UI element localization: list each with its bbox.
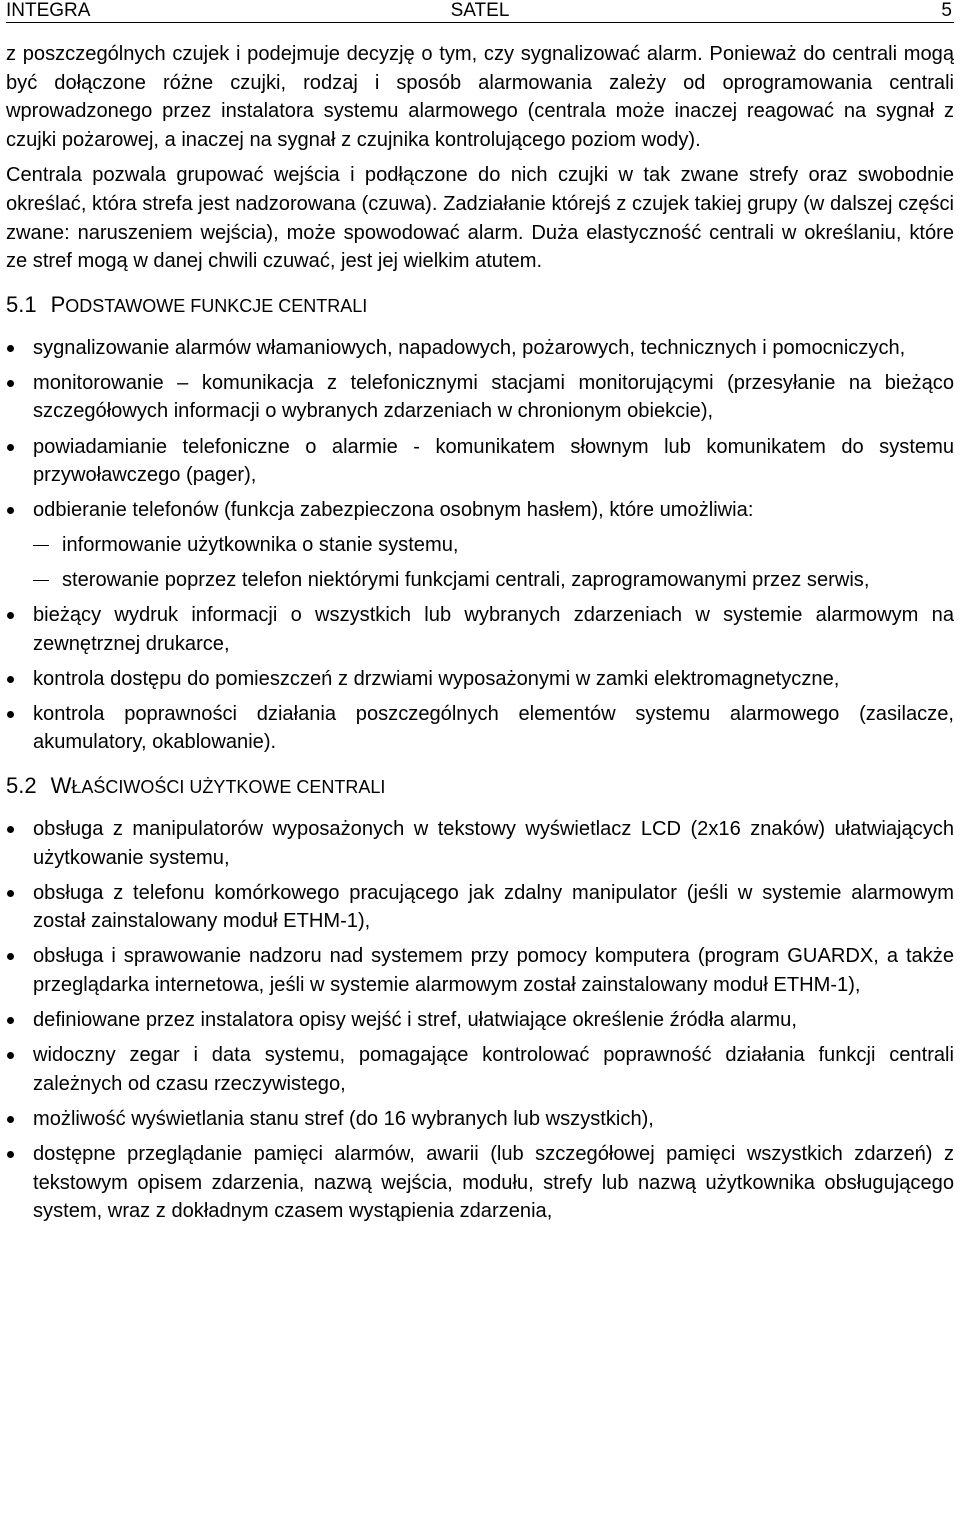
bullet-icon: [7, 1116, 14, 1123]
list-item: monitorowanie – komunikacja z telefonicznymi stacjami monitorującymi (przesyłanie na bieżąco szczegółowych informacji o wybranych zdarzeniach w chronionym obiekcie),: [6, 369, 954, 426]
bullet-icon: [7, 1151, 14, 1158]
sub-list-item: sterowanie poprzez telefon niektórymi funkcjami centrali, zaprogramowanymi przez serwis,: [33, 566, 954, 595]
bullet-icon: [7, 612, 14, 619]
list-item: kontrola dostępu do pomieszczeń z drzwiami wyposażonymi w zamki elektromagnetyczne,: [6, 665, 954, 694]
list-item: obsługa z manipulatorów wyposażonych w tekstowy wyświetlacz LCD (2x16 znaków) ułatwiających użytkowanie systemu,: [6, 815, 954, 872]
list-item: widoczny zegar i data systemu, pomagające kontrolować poprawność działania funkcji centrali zależnych od czasu rzeczywistego,: [6, 1041, 954, 1098]
list-item: definiowane przez instalatora opisy wejść i stref, ułatwiające określenie źródła alarmu,: [6, 1006, 954, 1035]
list-item: obsługa i sprawowanie nadzoru nad systemem przy pomocy komputera (program GUARDX, a także przeglądarka internetowa, jeśli w systemie alarmowym został zainstalowany moduł ETHM-1),: [6, 942, 954, 999]
bullet-icon: [7, 1052, 14, 1059]
header-product: INTEGRA: [6, 0, 91, 21]
bullet-icon: [7, 890, 14, 897]
list-item: odbieranie telefonów (funkcja zabezpieczona osobnym hasłem), które umożliwia: informowanie użytkownika o stanie systemu, sterowanie poprzez telefon niektórymi funkcjami centrali, zaprogramowanymi przez serwis,: [6, 496, 954, 594]
list-item: dostępne przeglądanie pamięci alarmów, awarii (lub szczegółowej pamięci wszystkich zdarzeń) z tekstowym opisem zdarzenia, nazwą wejścia, modułu, strefy lub nazwą użytkownika obsługującego system, wraz z dokładnym czasem wystąpienia zdarzenia,: [6, 1140, 954, 1226]
list-item: sygnalizowanie alarmów włamaniowych, napadowych, pożarowych, technicznych i pomocniczych,: [6, 334, 954, 363]
bullet-icon: [7, 711, 14, 718]
list-item: bieżący wydruk informacji o wszystkich lub wybranych zdarzeniach w systemie alarmowym na zewnętrznej drukarce,: [6, 601, 954, 658]
section-number: 5.1: [6, 291, 37, 317]
bullet-list: [6, 815, 954, 1226]
dash-icon: [33, 545, 49, 546]
bullet-icon: [7, 380, 14, 387]
section-heading: [6, 290, 954, 321]
paragraph: Centrala pozwala grupować wejścia i podłączone do nich czujki w tak zwane strefy oraz swobodnie określać, która strefa jest nadzorowana (czuwa). Zadziałanie którejś z czujek takiej grupy (w dalszej części zwane: naruszeniem wejścia), może spowodować alarm. Duża elastyczność centrali w określaniu, które ze stref mogą w danej chwili czuwać, jest jej wielkim atutem.: [6, 164, 954, 273]
bullet-icon: [7, 953, 14, 960]
section-title: WŁAŚCIWOŚCI UŻYTKOWE CENTRALI: [50, 772, 386, 798]
page-body: [6, 40, 954, 1232]
sub-list: [33, 531, 954, 595]
page-header: [6, 0, 954, 23]
list-item: możliwość wyświetlania stanu stref (do 16 wybranych lub wszystkich),: [6, 1105, 954, 1134]
bullet-icon: [7, 444, 14, 451]
list-item: powiadamianie telefoniczne o alarmie - komunikatem słownym lub komunikatem do systemu przywoławczego (pager),: [6, 433, 954, 490]
bullet-list: [6, 334, 954, 757]
sub-list-item: informowanie użytkownika o stanie systemu,: [33, 531, 954, 560]
bullet-icon: [7, 507, 14, 514]
bullet-icon: [7, 1017, 14, 1024]
section-number: 5.2: [6, 772, 37, 798]
section-heading: [6, 771, 954, 802]
list-item: kontrola poprawności działania poszczególnych elementów systemu alarmowego (zasilacze, akumulatory, okablowanie).: [6, 700, 954, 757]
list-item: obsługa z telefonu komórkowego pracującego jak zdalny manipulator (jeśli w systemie alarmowym został zainstalowany moduł ETHM-1),: [6, 879, 954, 936]
bullet-icon: [7, 345, 14, 352]
page-number: 5: [941, 0, 952, 21]
bullet-icon: [7, 826, 14, 833]
paragraph: z poszczególnych czujek i podejmuje decyzję o tym, czy sygnalizować alarm. Ponieważ do centrali mogą być dołączone różne czujki, rodzaj i sposób alarmowania zależy od oprogramowania centrali wprowadzonego przez instalatora systemu alarmowego (centrala może inaczej reagować na sygnał z czujki pożarowej, a inaczej na sygnał z czujnika kontrolującego poziom wody).: [6, 43, 954, 151]
section-title: PODSTAWOWE FUNKCJE CENTRALI: [50, 291, 368, 317]
header-brand: SATEL: [450, 0, 510, 21]
bullet-icon: [7, 676, 14, 683]
dash-icon: [33, 580, 49, 581]
